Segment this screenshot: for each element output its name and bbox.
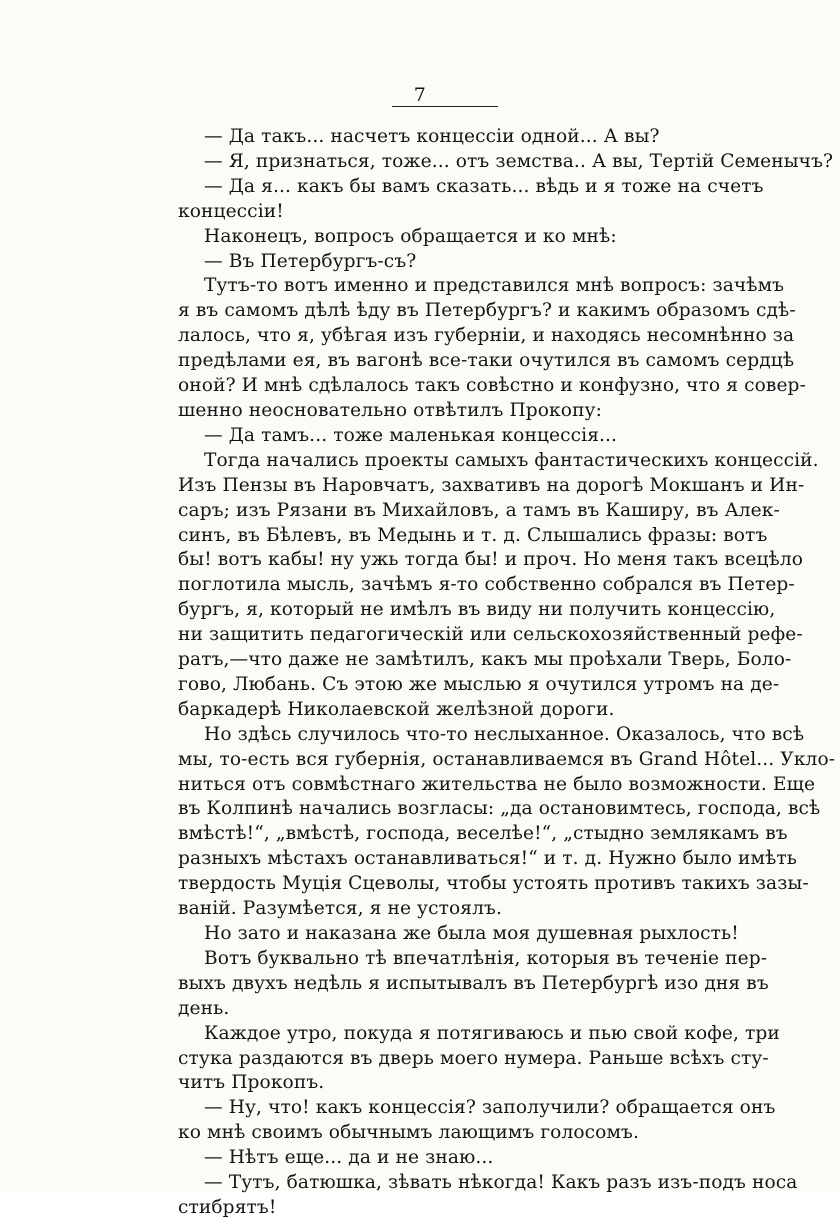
text-line: синъ, въ Бѣлевъ, въ Медынь и т. д. Слышались фразы: вотъ	[178, 524, 768, 546]
text-line: — Ну, что! какъ концессія? заполучили? обращается онъ	[204, 1097, 776, 1119]
text-line: Наконецъ, вопросъ обращается и ко мнѣ:	[204, 225, 617, 247]
text-line: поглотила мысль, зачѣмъ я-то собственно собрался въ Петер-	[178, 574, 795, 596]
text-line: Но зато и наказана же была моя душевная рыхлость!	[204, 923, 739, 944]
text-line: Изъ Пензы въ Наровчатъ, захвативъ на дорогѣ Мокшанъ и Ин-	[178, 474, 805, 496]
text-line: оной? И мнѣ сдѣлалось такъ совѣстно и конфузно, что я совер-	[178, 375, 806, 397]
text-line: шенно неосновательно отвѣтилъ Прокопу:	[178, 399, 602, 421]
text-line: Каждое утро, покуда я потягиваюсь и пью свой кофе, три	[204, 1022, 780, 1044]
text-line: ратъ,—что даже не замѣтилъ, какъ мы проѣхали Тверь, Боло-	[178, 649, 792, 671]
text-line: твердость Муція Сцеволы, чтобы устоять противъ такихъ зазы-	[178, 873, 809, 895]
text-line: предѣлами ея, въ вагонѣ все-таки очутился въ самомъ сердцѣ	[178, 350, 795, 372]
text-line: — Да тамъ... тоже маленькая концессія...	[204, 424, 618, 446]
text-line: — Да такъ... насчетъ концессіи одной... А вы?	[204, 126, 660, 147]
text-line: — Я, признаться, тоже... отъ земства.. А вы, Тертій Семенычъ?	[204, 150, 834, 172]
text-line: бургъ, я, который не имѣлъ въ виду ни получить концессію,	[178, 599, 776, 621]
text-line: вмѣстѣ!“, „вмѣстѣ, господа, веселѣе!“, „стыдно землякамъ въ	[178, 823, 788, 845]
text-line: Тогда начались проекты самыхъ фантастическихъ концессій.	[204, 449, 819, 471]
text-line: ниться отъ совмѣстнаго жительства не было возможности. Еще	[178, 773, 816, 795]
text-line: стука раздаются въ дверь моего нумера. Раньше всѣхъ сту-	[178, 1047, 769, 1069]
text-line: бы! вотъ кабы! ну ужь тогда бы! и проч. Но меня такъ всецѣло	[178, 549, 804, 571]
text-line: ваній. Разумѣется, я не устоялъ.	[178, 898, 502, 920]
text-line: разныхъ мѣстахъ останавливаться!“ и т. д. Нужно было имѣть	[178, 848, 797, 870]
text-line: Вотъ буквально тѣ впечатлѣнія, которыя въ теченіе пер-	[204, 947, 768, 969]
text-line: ни защитить педагогическій или сельскохозяйственный рефе-	[178, 624, 803, 646]
header-rule	[392, 106, 498, 107]
text-line: — Да я... какъ бы вамъ сказать... вѣдь и я тоже на счетъ	[204, 175, 764, 197]
page-number: 7	[413, 84, 427, 106]
text-line: стибрятъ!	[178, 1196, 277, 1218]
text-line: — Тутъ, батюшка, зѣвать нѣкогда! Какъ разъ изъ-подъ носа	[204, 1172, 798, 1194]
text-line: день.	[178, 997, 230, 1019]
text-line: Но здѣсь случилось что-то неслыханное. Оказалось, что всѣ	[204, 723, 805, 745]
text-line: Тутъ-то вотъ именно и представился мнѣ вопросъ: зачѣмъ	[204, 275, 785, 297]
text-line: въ Колпинѣ начались возгласы: „да остановимтесь, господа, всѣ	[178, 798, 821, 820]
text-line: я въ самомъ дѣлѣ ѣду въ Петербургъ? и какимъ образомъ сдѣ-	[178, 300, 796, 322]
text-line: читъ Прокопъ.	[178, 1072, 325, 1094]
text-line: баркадерѣ Николаевской желѣзной дороги.	[178, 698, 615, 720]
text-line: гово, Любань. Съ этою же мыслью я очутился утромъ на де-	[178, 673, 780, 695]
text-line: концессіи!	[178, 200, 284, 222]
text-line: выхъ двухъ недѣль я испытывалъ въ Петербургѣ изо дня въ	[178, 972, 769, 994]
text-line: саръ; изъ Рязани въ Михайловъ, а тамъ въ Каширу, въ Алек-	[178, 499, 780, 521]
body-text	[178, 125, 836, 1221]
text-line: ко мнѣ своимъ обычнымъ лающимъ голосомъ.	[178, 1122, 639, 1144]
text-line: — Нѣтъ еще... да и не знаю...	[204, 1147, 494, 1169]
text-line: мы, то-есть вся губернія, останавливаемся въ Grand Hôtel... Укло-	[178, 748, 836, 770]
text-line: лалось, что я, убѣгая изъ губерніи, и находясь несомнѣнно за	[178, 325, 795, 347]
text-line: — Въ Петербургъ-съ?	[204, 250, 417, 272]
